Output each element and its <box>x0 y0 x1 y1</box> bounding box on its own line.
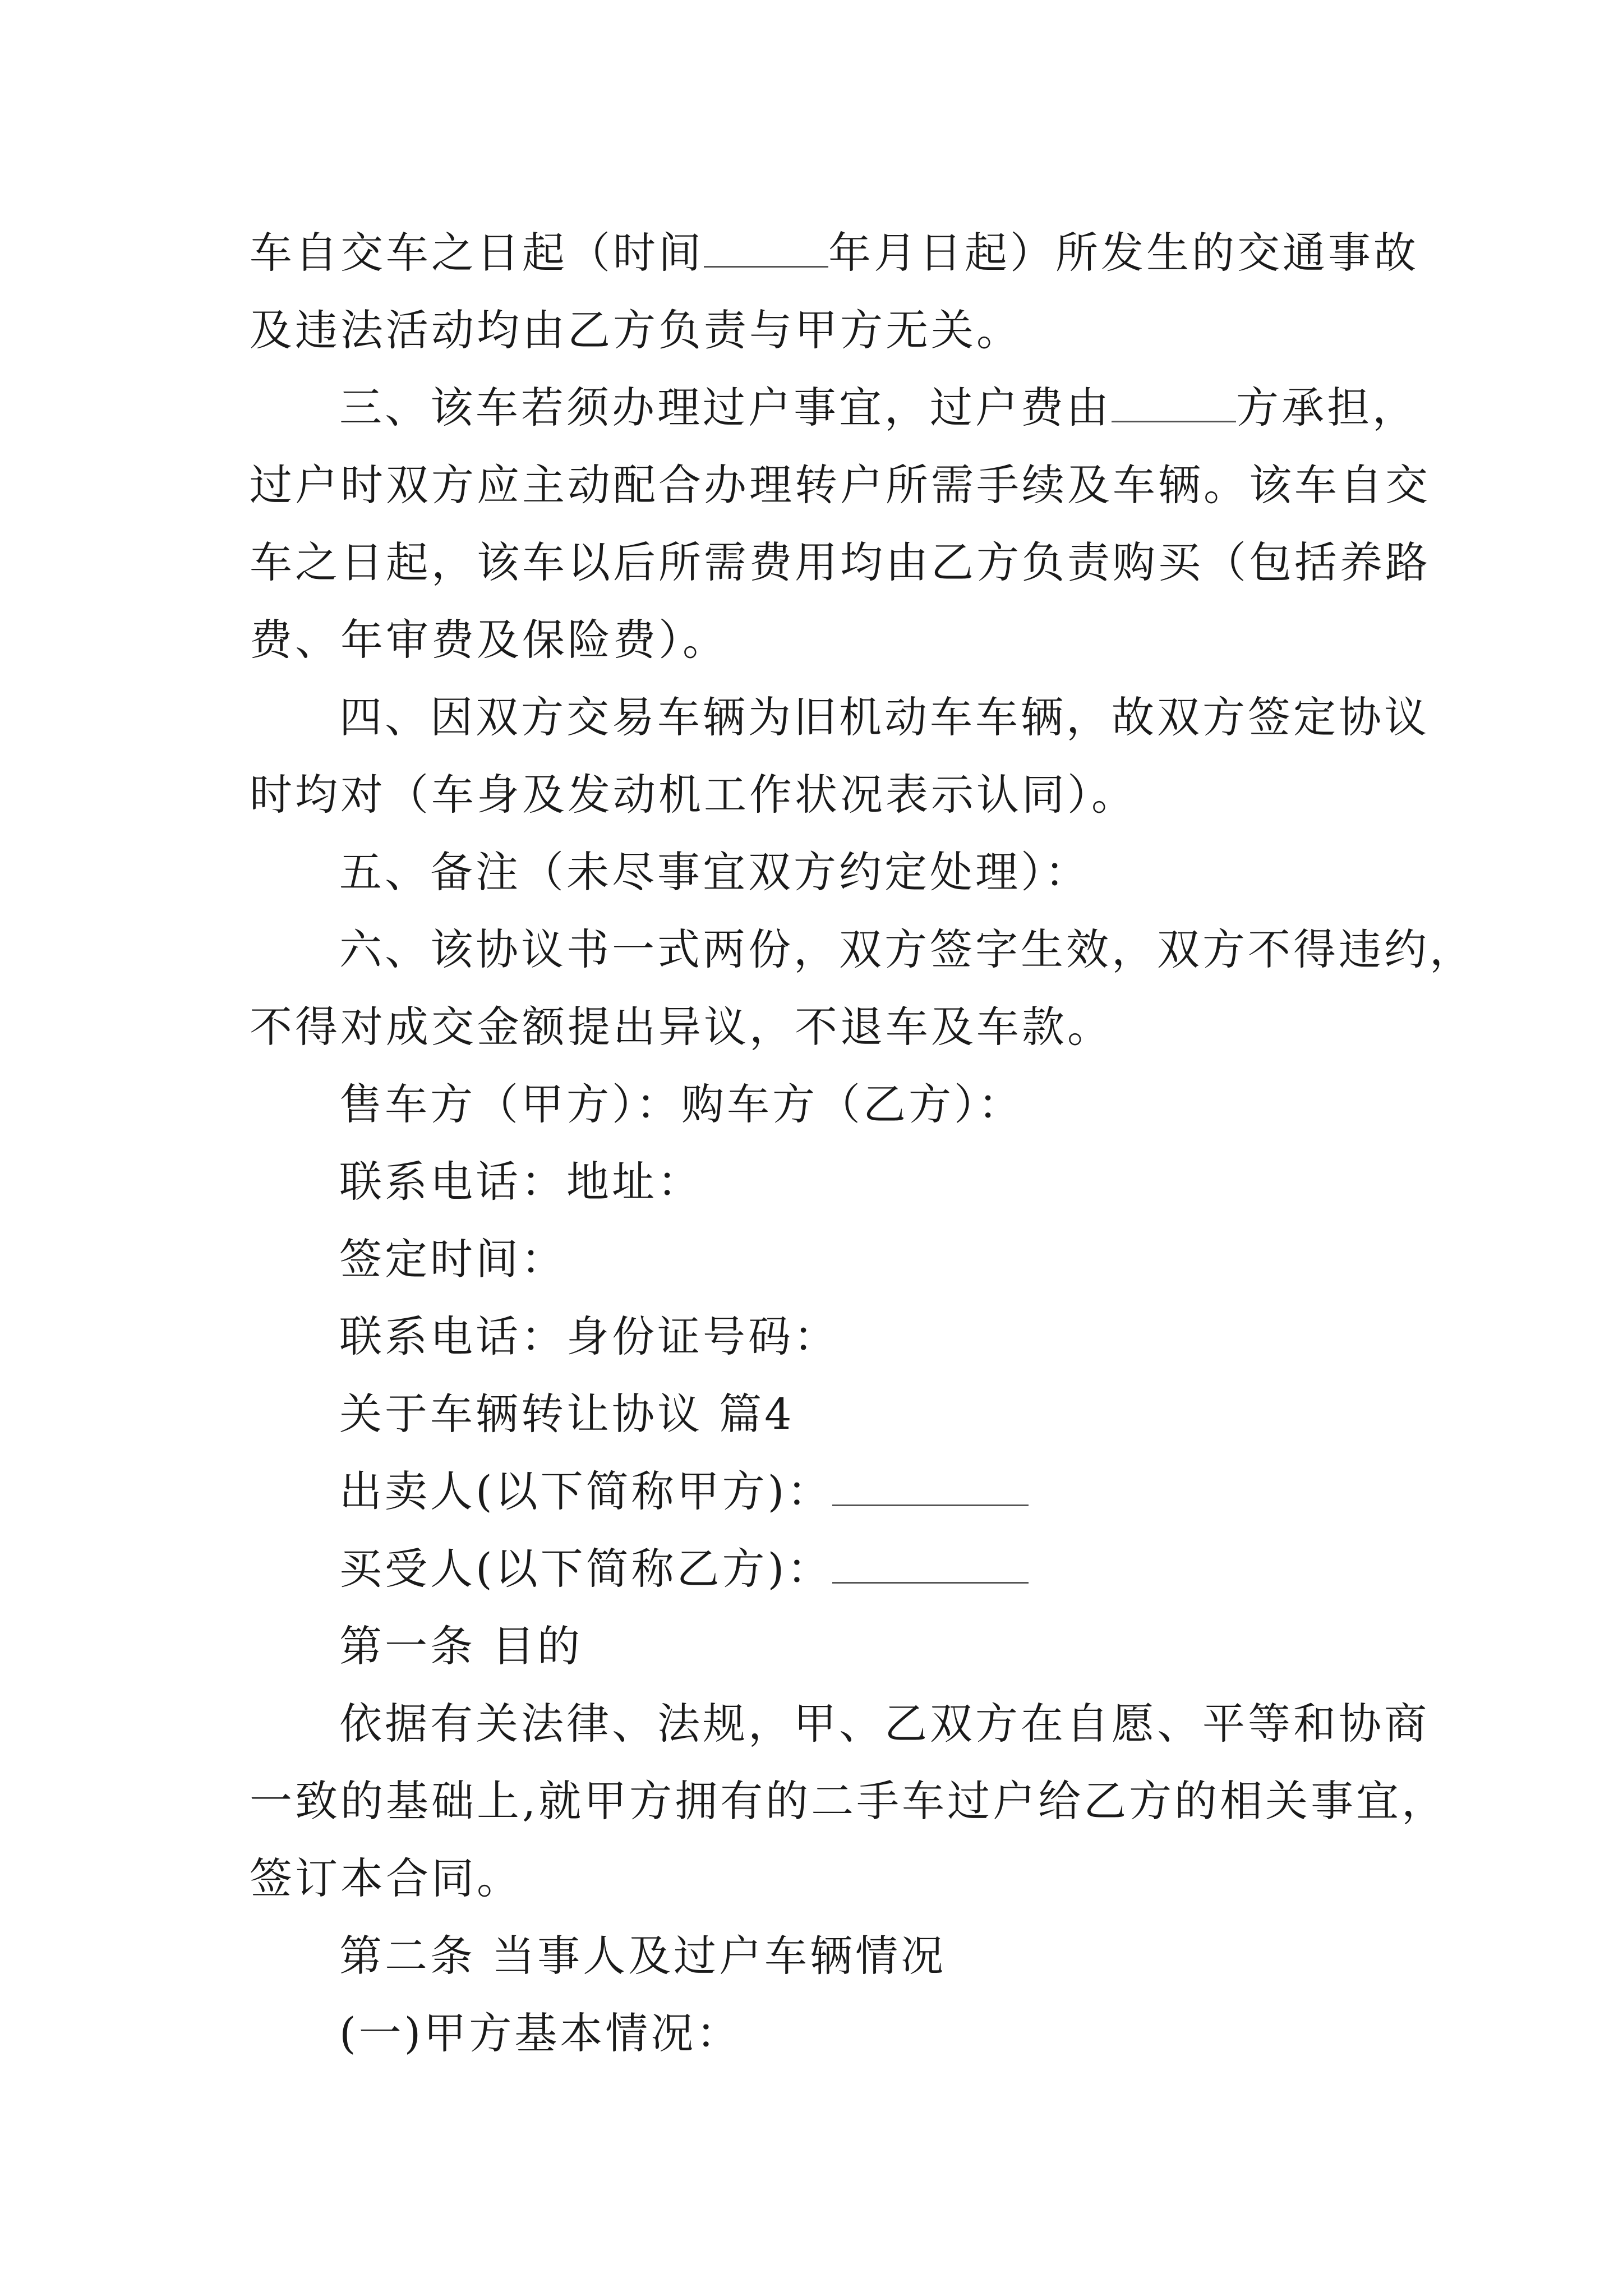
paragraph-line-7: 四、因双方交易车辆为旧机动车车辆，故双方签定协议 <box>339 692 1430 742</box>
paragraph-line-17: 出卖人(以下简称甲方)： <box>250 1453 1405 1530</box>
paragraph-line-15: 联系电话：身份证号码： <box>339 1312 839 1361</box>
paragraph-line-11: 不得对成交金额提出异议，不退车及车款。 <box>250 1002 1113 1052</box>
paragraph-line-3: 三、该车若须办理过户事宜，过户费由 方承担， <box>339 383 1418 432</box>
buyer-blank <box>832 1546 1029 1584</box>
paragraph-line-10: 六、该协议书一式两份，双方签字生效，双方不得违约， <box>339 924 1475 974</box>
paragraph-line-5: 车之日起，该车以后所需费用均由乙方负责购买（包括养路 <box>250 537 1431 587</box>
paragraph-line-4: 过户时双方应主动配合办理转户所需手续及车辆。该车自交 <box>250 460 1431 510</box>
seller-blank <box>832 1469 1029 1506</box>
paragraph-line-13: 联系电话：地址： <box>339 1157 703 1207</box>
paragraph-line-24: (一)甲方基本情况： <box>339 2008 742 2058</box>
paragraph-line-8: 时均对（车身及发动机工作状况表示认同）。 <box>250 770 1137 820</box>
paragraph-line-14: 签定时间： <box>339 1234 566 1284</box>
paragraph-line-1: 车自交车之日起（时间 年月日起）所发生的交通事故 <box>250 228 1419 278</box>
section-heading: 关于车辆转让协议 篇4 <box>339 1389 795 1439</box>
paragraph-line-12: 售车方（甲方）：购车方（乙方）： <box>339 1079 1023 1129</box>
paragraph-line-21: 一致的基础上,就甲方拥有的二手车过户给乙方的相关事宜， <box>250 1776 1447 1826</box>
paragraph-line-9: 五、备注（未尽事宜双方约定处理）： <box>339 847 1090 897</box>
paragraph-line-2: 及违法活动均由乙方负责与甲方无关。 <box>250 305 1022 355</box>
time-blank <box>704 230 828 268</box>
paragraph-line-20: 依据有关法律、法规，甲、乙双方在自愿、平等和协商 <box>339 1699 1430 1749</box>
paragraph-line-18: 买受人(以下简称乙方)： <box>250 1530 1405 1608</box>
paragraph-line-6: 费、年审费及保险费）。 <box>250 615 728 665</box>
paragraph-line-19: 第一条 目的 <box>339 1621 583 1671</box>
paragraph-line-22: 签订本合同。 <box>250 1853 522 1903</box>
document-body <box>250 214 1475 2072</box>
transfer-fee-blank <box>1112 385 1236 422</box>
paragraph-line-23: 第二条 当事人及过户车辆情况 <box>339 1931 947 1981</box>
